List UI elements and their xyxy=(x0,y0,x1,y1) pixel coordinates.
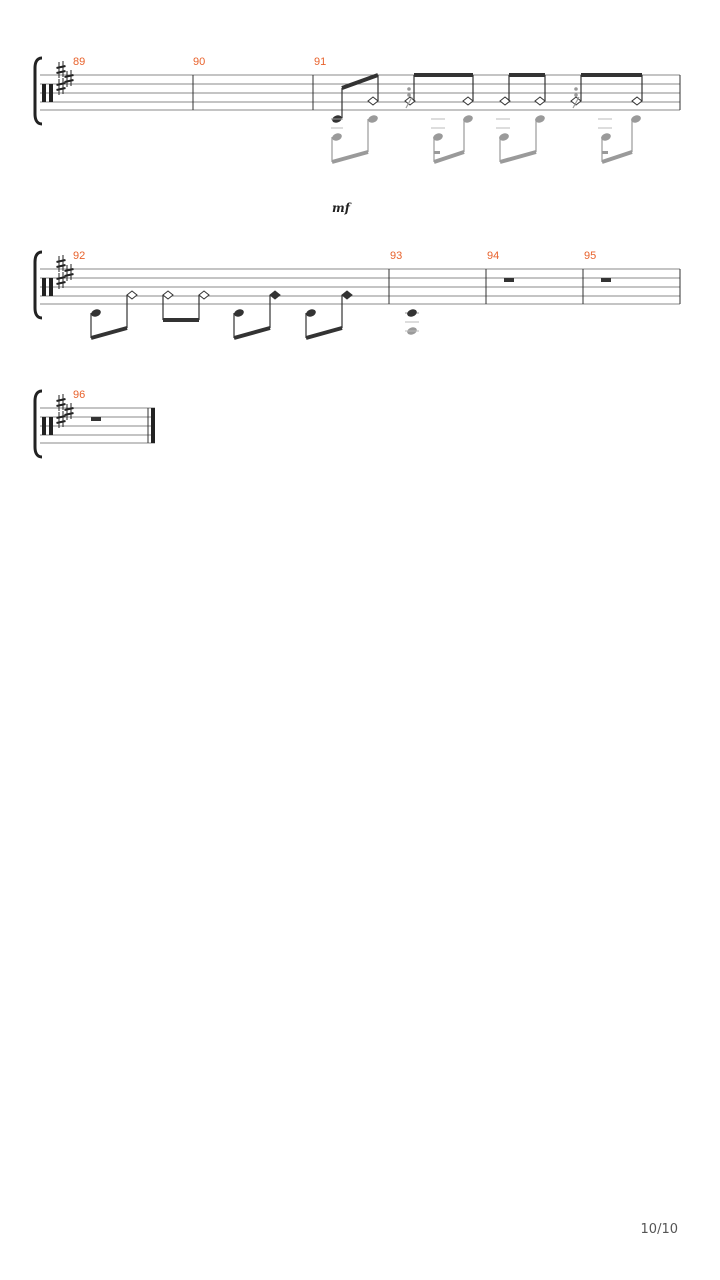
filled-notehead-icon xyxy=(90,308,102,318)
diamond-notehead-icon xyxy=(368,97,378,105)
whole-rest-icon xyxy=(91,417,101,421)
system-1 xyxy=(35,56,680,215)
diamond-notehead-icon xyxy=(535,97,545,105)
diamond-notehead-icon xyxy=(632,97,642,105)
filled-notehead-icon xyxy=(305,308,317,318)
system-bracket-icon xyxy=(35,58,42,124)
diamond-notehead-icon xyxy=(463,97,473,105)
score-page xyxy=(0,0,720,520)
note-group xyxy=(496,75,546,162)
note-group xyxy=(405,75,474,162)
diamond-notehead-icon xyxy=(199,291,209,299)
diamond-notehead-icon xyxy=(270,291,280,299)
page-number: 10/10 xyxy=(640,1222,678,1237)
diamond-notehead-icon xyxy=(571,97,581,105)
diamond-notehead-icon xyxy=(342,291,352,299)
whole-rest-icon xyxy=(504,278,514,282)
measure-number: 96 xyxy=(73,389,86,401)
system-2 xyxy=(35,250,680,338)
key-signature xyxy=(57,255,74,289)
system-bracket-icon xyxy=(35,391,42,457)
whole-rest-icon xyxy=(601,278,611,282)
sharp-icon xyxy=(57,272,66,289)
key-signature xyxy=(57,394,74,428)
measure-93-notes xyxy=(405,308,419,336)
note-group xyxy=(571,75,642,162)
measure-91-notes xyxy=(331,75,642,162)
staff-lines xyxy=(40,408,155,443)
staff-lines xyxy=(40,269,680,304)
measure-92-notes xyxy=(90,291,352,338)
measure-number: 90 xyxy=(193,56,206,68)
measure-number: 95 xyxy=(584,250,597,262)
measure-number: 93 xyxy=(390,250,403,262)
filled-notehead-icon xyxy=(406,308,418,318)
filled-notehead-icon xyxy=(233,308,245,318)
note-group xyxy=(331,75,379,162)
system-3 xyxy=(35,389,155,457)
filled-notehead-icon xyxy=(331,132,343,142)
measure-number: 89 xyxy=(73,56,86,68)
measure-number: 92 xyxy=(73,250,86,262)
dynamic-marking: mf xyxy=(332,201,350,215)
sharp-icon xyxy=(57,411,66,428)
measure-number: 94 xyxy=(487,250,500,262)
sharp-icon xyxy=(57,78,66,95)
system-bracket-icon xyxy=(35,252,42,318)
filled-notehead-icon xyxy=(367,114,379,124)
measure-number: 91 xyxy=(314,56,327,68)
key-signature xyxy=(57,61,74,95)
diamond-notehead-icon xyxy=(163,291,173,299)
diamond-notehead-icon xyxy=(127,291,137,299)
